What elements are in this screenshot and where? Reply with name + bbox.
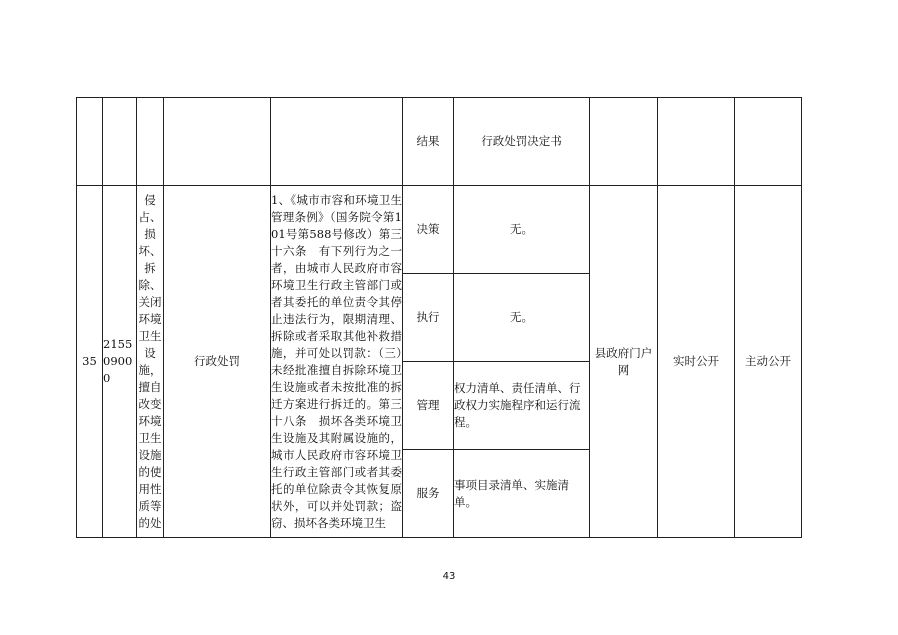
stage-name: 服务 xyxy=(403,450,454,538)
record-subject-cell xyxy=(137,186,164,538)
stage-content: 事项目录清单、实施清单。 xyxy=(454,450,590,538)
empty-cell xyxy=(164,98,271,186)
empty-cell xyxy=(77,98,103,186)
empty-cell xyxy=(658,98,735,186)
empty-cell xyxy=(137,98,164,186)
stage-result-label: 结果 xyxy=(403,98,454,186)
stage-name: 执行 xyxy=(403,274,454,362)
stage-name: 管理 xyxy=(403,362,454,450)
empty-cell xyxy=(735,98,802,186)
stage-content: 权力清单、责任清单、行政权力实施程序和运行流程。 xyxy=(454,362,590,450)
empty-cell xyxy=(103,98,137,186)
disclosure-timing: 实时公开 xyxy=(658,186,735,538)
continuation-row xyxy=(77,98,802,186)
record-code: 215509000 xyxy=(103,186,137,538)
stage-name: 决策 xyxy=(403,186,454,274)
record-index: 35 xyxy=(77,186,103,538)
empty-cell xyxy=(271,98,403,186)
stage-content: 无。 xyxy=(454,186,590,274)
disclosure-table xyxy=(76,97,802,538)
record-subject: 侵占、损坏、拆除、关闭环境卫生设施，擅自改变环境卫生设施的使用性质等的处 xyxy=(138,193,162,530)
stage-content: 无。 xyxy=(454,274,590,362)
legal-basis: 1、《城市市容和环境卫生管理条例》（国务院令第101号第588号修改）第三十六条 有下列行为之一者，由城市人民政府市容环境卫生行政主管部门或者其委托的单位责令其停止违法行为，限期清理、拆除或者采取其他补救措施，并可处以罚款：（三）未经批准擅自拆除环境卫生设施或者未按批准的拆迁方案进行拆迁的。第三十八条 损坏各类环境卫生设施及其附属设施的，城市人民政府市容环境卫生行政主管部门或者其委托的单位除责令其恢复原状外，可以并处罚款；盗窃、损坏各类环境卫生 xyxy=(271,193,402,530)
page-number: 43 xyxy=(442,571,456,582)
empty-cell xyxy=(590,98,658,186)
stage-result-content: 行政处罚决定书 xyxy=(454,98,590,186)
record-row xyxy=(77,186,802,274)
disclosure-mode: 主动公开 xyxy=(735,186,802,538)
disclosure-channel: 县政府门户网 xyxy=(590,186,658,538)
record-category: 行政处罚 xyxy=(164,186,271,538)
legal-basis-cell xyxy=(271,186,403,538)
